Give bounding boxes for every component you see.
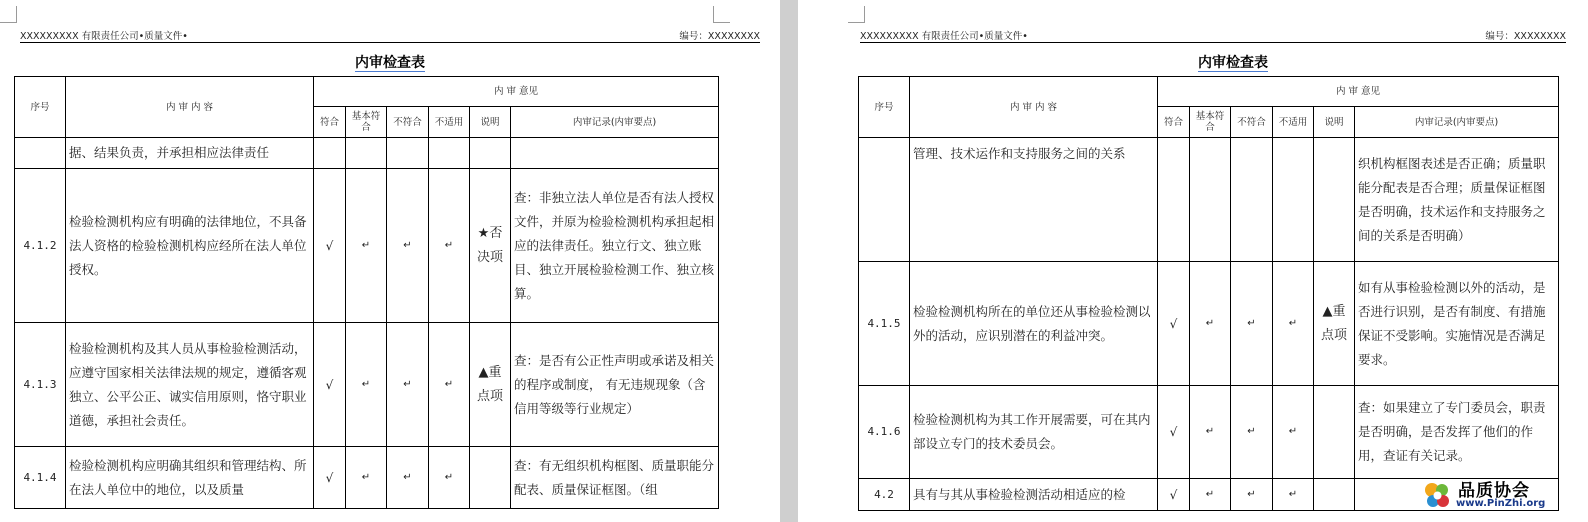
table-row: 4.1.6 检验检测机构为其工作开展需要，可在其内部设立专门的技术委员会。 √ ↵ ↵ ↵ 查：如果建立了专门委员会，职责是否明确，是否发挥了他们的作用，查证有关记录。 [859, 386, 1559, 479]
col-note: 说明 [470, 107, 511, 138]
company-name: XXXXXXXXX 有限责任公司•质量文件• [20, 31, 188, 42]
company-name: XXXXXXXXX 有限责任公司•质量文件• [860, 31, 1028, 42]
col-opinion: 内 审 意见 [314, 77, 719, 107]
table-row: 4.2 具有与其从事检验检测活动相适应的检 √ ↵ ↵ ↵ [859, 479, 1559, 511]
col-basic-conform: 基本符合 [1190, 107, 1231, 138]
page-header [860, 28, 1566, 43]
page-gap [780, 0, 798, 522]
page-title: 内审检查表 [1198, 55, 1268, 71]
logo-url: www.PinZhi.org [1456, 498, 1546, 509]
document-page-left [0, 0, 780, 522]
col-na: 不适用 [1273, 107, 1314, 138]
table-row: 4.1.2 检验检测机构应有明确的法律地位，不具备法人资格的检验检测机构应经所在法人单位授权。 √ ↵ ↵ ↵ ★否决项 查：非独立法人单位是否有法人授权文件，并原为检验检测机构承担起相应的法律责任。独立行文、独立账目、独立开展检验检测工作、独立核算。 [15, 169, 719, 323]
col-note: 说明 [1314, 107, 1355, 138]
table-row: 4.1.5 检验检测机构所在的单位还从事检验检测以外的活动，应识别潜在的利益冲突。 √ ↵ ↵ ↵ ▲重点项 如有从事检验检测以外的活动，是否进行识别，是否有制度、有措施保证不受影响。实施情况是否满足要求。 [859, 262, 1559, 386]
site-logo [1420, 476, 1570, 514]
document-number: 编号：XXXXXXXX [1485, 31, 1566, 42]
col-content: 内 审 内 容 [910, 77, 1158, 138]
col-record: 内审记录(内审要点) [511, 107, 719, 138]
table-row: 据、结果负责，并承担相应法律责任 [15, 138, 719, 169]
col-record: 内审记录(内审要点) [1355, 107, 1559, 138]
crop-mark [0, 6, 17, 23]
crop-mark [848, 6, 865, 23]
document-page-right [798, 0, 1588, 522]
page-title: 内审检查表 [355, 55, 425, 71]
col-opinion: 内 审 意见 [1158, 77, 1559, 107]
col-nonconform: 不符合 [1231, 107, 1273, 138]
audit-table [14, 76, 719, 509]
col-basic-conform: 基本符合 [346, 107, 387, 138]
col-na: 不适用 [429, 107, 470, 138]
crop-mark [713, 6, 730, 23]
table-row: 4.1.4 检验检测机构应明确其组织和管理结构、所在法人单位中的地位，以及质量 √ ↵ ↵ ↵ 查：有无组织机构框图、质量职能分配表、质量保证框图。（组 [15, 447, 719, 509]
col-conform: 符合 [1158, 107, 1190, 138]
logo-name: 品质协会 [1458, 481, 1530, 501]
audit-table [858, 76, 1559, 511]
table-row: 4.1.3 检验检测机构及其人员从事检验检测活动，应遵守国家相关法律法规的规定，遵循客观独立、公平公正、诚实信用原则，恪守职业道德，承担社会责任。 √ ↵ ↵ ↵ ▲重点项 查：是否有公正性声明或承诺及相关的程序或制度， 有无违规现象（含信用等级等行业规定） [15, 323, 719, 447]
col-nonconform: 不符合 [387, 107, 429, 138]
document-number: 编号：XXXXXXXX [679, 31, 760, 42]
col-seq: 序号 [859, 77, 910, 138]
col-seq: 序号 [15, 77, 66, 138]
col-content: 内 审 内 容 [66, 77, 314, 138]
table-row: 管理、技术运作和支持服务之间的关系 织机构框图表述是否正确；质量职能分配表是否合理；质量保证框图是否明确，技术运作和支持服务之间的关系是否明确） [859, 138, 1559, 262]
logo-icon [1420, 478, 1454, 512]
page-header [20, 28, 760, 43]
col-conform: 符合 [314, 107, 346, 138]
